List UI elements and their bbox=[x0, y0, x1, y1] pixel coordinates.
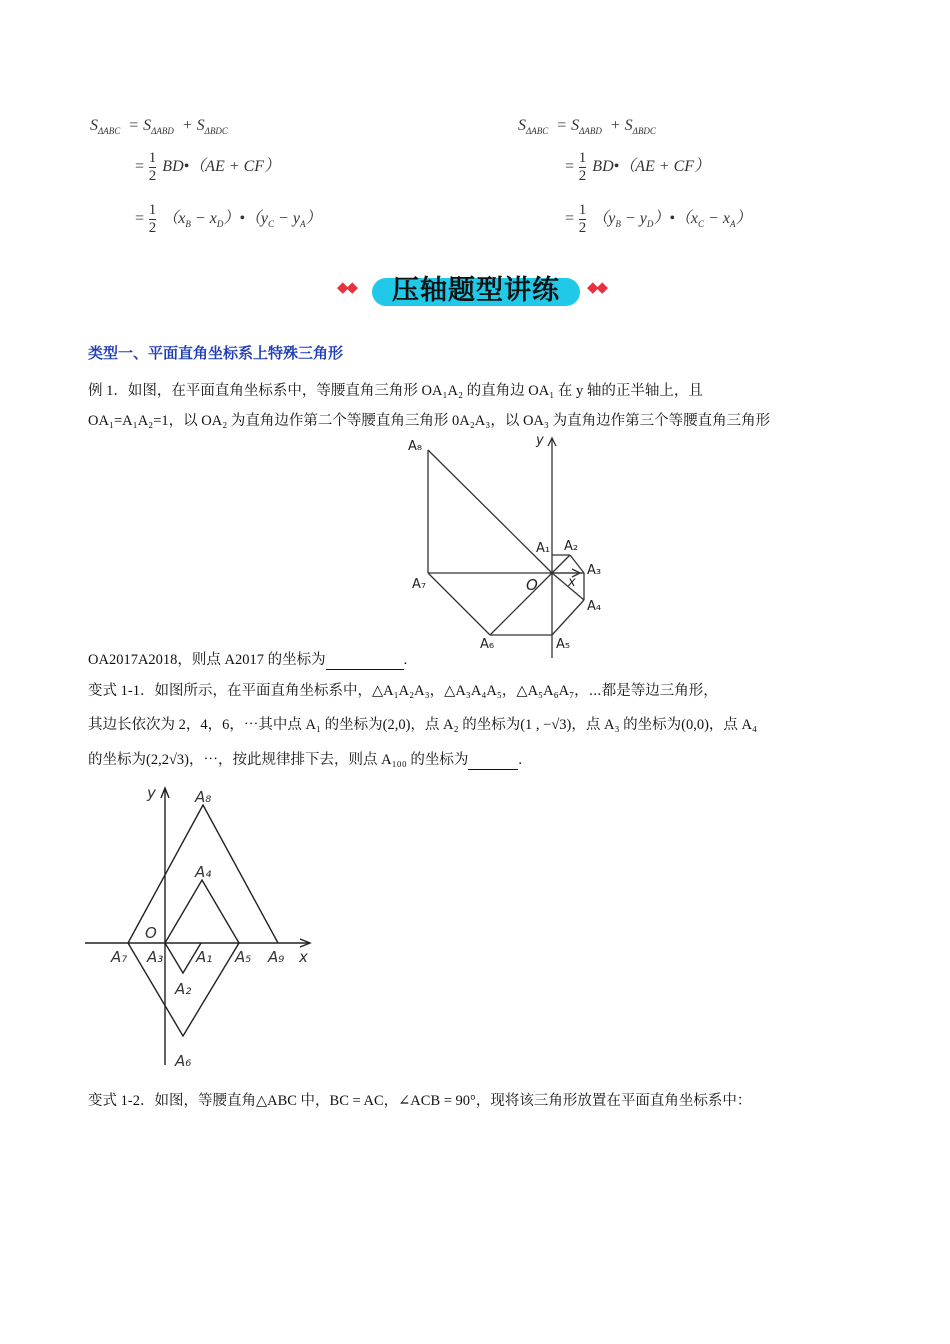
section-heading: 类型一、平面直角坐标系上特殊三角形 bbox=[88, 344, 344, 362]
fig2-label-a5: A₅ bbox=[235, 948, 252, 966]
figure-equilateral-triangles bbox=[85, 780, 325, 1075]
formula-left-line1: $S_{\Delta ABC} = S_{\Delta ABD} + S_{\Delta BDC}$ bbox=[90, 117, 228, 136]
fig1-label-x: x bbox=[568, 575, 576, 590]
fig2-label-a2: A₂ bbox=[175, 980, 192, 998]
variant1-line1: 变式 1-1．如图所示，在平面直角坐标系中，△A₁A₂A₃，△A₃A₄A₅，△A₅A₆A₇，⋯都是等边三角形， bbox=[88, 683, 718, 699]
variant2-line1: 变式 1-2．如图，等腰直角△ABC 中，BC = AC，∠ACB = 90°，现将该三角形放置在平面直角坐标系中： bbox=[88, 1093, 752, 1109]
formula-left-line2: = $\frac{1}{2}$ BD•（AE + CF） bbox=[134, 150, 281, 184]
answer-blank-2[interactable] bbox=[468, 752, 518, 770]
fig2-label-a1: A₁ bbox=[196, 948, 213, 966]
fig2-label-y: y bbox=[147, 784, 156, 802]
diamond-left-icon: ◆◆ bbox=[337, 278, 357, 296]
fig1-label-a5: A₅ bbox=[556, 637, 571, 652]
fig2-label-a4: A₄ bbox=[195, 863, 212, 881]
fig1-label-y: y bbox=[536, 433, 544, 448]
figure-isosceles-right-triangles bbox=[400, 430, 620, 660]
formula-right-line3: = $\frac{1}{2}$ （$y_B$ − $y_D)•(x_C - x_A)$ bbox=[564, 202, 752, 236]
formula-right-line1: $S_{\Delta ABC} = S_{\Delta ABD} + S_{\Delta BDC}$ bbox=[518, 117, 656, 136]
fig2-label-a8: A₈ bbox=[195, 788, 212, 806]
fig1-label-a3: A₃ bbox=[587, 563, 602, 578]
example1-line1: 例 1．如图，在平面直角坐标系中，等腰直角三角形 OA₁A₂ 的直角边 OA₁ 在 y 轴的正半轴上，且 bbox=[88, 383, 703, 399]
example1-line3: OA2017A2018，则点 A2017 的坐标为 . bbox=[88, 652, 408, 668]
fig2-label-a3: A₃ bbox=[147, 948, 164, 966]
fig2-label-o: O bbox=[145, 924, 157, 942]
fig2-label-a6: A₆ bbox=[175, 1052, 192, 1070]
section-banner bbox=[372, 266, 580, 306]
fig2-label-x: x bbox=[299, 948, 308, 966]
diamond-right-icon: ◆◆ bbox=[587, 278, 607, 296]
variant1-line3: 的坐标为(2,2√3)，⋯，按此规律排下去，则点 A₁₀₀ 的坐标为 . bbox=[88, 752, 523, 768]
fig1-label-a4: A₄ bbox=[587, 599, 602, 614]
variant1-line2: 其边长依次为 2，4，6，⋯其中点 A₁ 的坐标为(2,0)，点 A₂ 的坐标为(1 , −√3)，点 A₃ 的坐标为(0,0)，点 A₄ bbox=[88, 717, 758, 733]
fig1-label-a1: A₁ bbox=[536, 541, 551, 556]
fig1-label-a8: A₈ bbox=[408, 439, 423, 454]
answer-blank[interactable] bbox=[326, 652, 404, 670]
fig1-label-o: O bbox=[526, 576, 538, 594]
banner-title: 压轴题型讲练 bbox=[392, 275, 560, 306]
fig1-label-a7: A₇ bbox=[412, 577, 427, 592]
fig2-label-a7: A₇ bbox=[111, 948, 128, 966]
example1-line2: OA₁=A₁A₂=1，以 OA₂ 为直角边作第二个等腰直角三角形 0A₂A₃，以 OA₃ 为直角边作第三个等腰直角三角形 bbox=[88, 413, 771, 429]
fig2-label-a9: A₉ bbox=[268, 948, 285, 966]
formula-left-line3: = $\frac{1}{2}$ （$x_B$ − $x_D)•(y_C - y_A)$ bbox=[134, 202, 322, 236]
fig1-label-a6: A₆ bbox=[480, 637, 495, 652]
fig1-label-a2: A₂ bbox=[564, 539, 579, 554]
formula-right-line2: = $\frac{1}{2}$ BD•（AE + CF） bbox=[564, 150, 711, 184]
